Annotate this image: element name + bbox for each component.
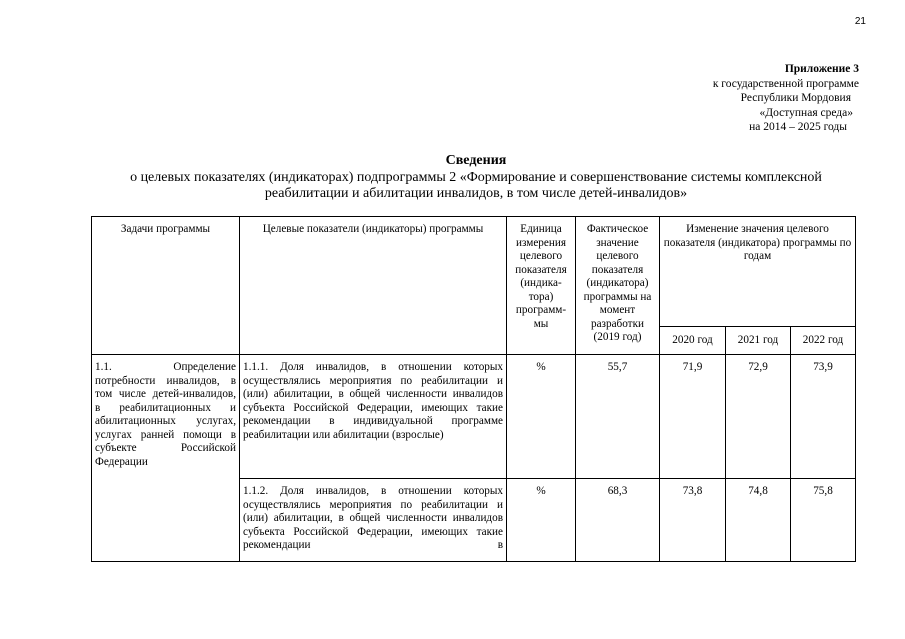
heading-line: о целевых показателях (индикаторах) подпрограммы 2 «Формирование и совершенствование системы комплексной bbox=[130, 169, 822, 185]
heading-title: Сведения bbox=[445, 153, 507, 168]
header-unit: Единица измерения целевого показателя (индика-тора) программ-мы bbox=[507, 217, 576, 355]
value-cell: 75,8 bbox=[791, 479, 856, 562]
value-cell: 72,9 bbox=[726, 355, 791, 479]
header-tasks: Задачи программы bbox=[92, 217, 240, 355]
appendix-block bbox=[713, 62, 859, 135]
header-actual: Фактическое значение целевого показателя (индикатора) программы на момент разработки (2019 год) bbox=[576, 217, 660, 355]
actual-cell: 55,7 bbox=[576, 355, 660, 479]
indicators-table bbox=[91, 216, 856, 562]
header-year: 2022 год bbox=[791, 327, 856, 355]
unit-cell: % bbox=[507, 479, 576, 562]
appendix-line: к государственной программе bbox=[712, 77, 859, 90]
header-indicators: Целевые показатели (индикаторы) программы bbox=[240, 217, 507, 355]
page-number: 21 bbox=[854, 16, 866, 27]
table-row bbox=[92, 355, 856, 479]
table-header-row bbox=[92, 217, 856, 327]
appendix-line: «Доступная среда» bbox=[759, 106, 853, 119]
header-year: 2020 год bbox=[660, 327, 726, 355]
header-change: Изменение значения целевого показателя (индикатора) программы по годам bbox=[660, 217, 856, 327]
value-cell: 73,9 bbox=[791, 355, 856, 479]
appendix-line: Республики Мордовия bbox=[740, 92, 851, 105]
value-cell: 71,9 bbox=[660, 355, 726, 479]
appendix-title: Приложение 3 bbox=[784, 63, 859, 75]
document-heading bbox=[60, 153, 892, 203]
unit-cell: % bbox=[507, 355, 576, 479]
actual-cell: 68,3 bbox=[576, 479, 660, 562]
indicator-cell bbox=[240, 355, 507, 479]
value-cell: 74,8 bbox=[726, 479, 791, 562]
appendix-line: на 2014 – 2025 годы bbox=[749, 121, 847, 134]
heading-line: реабилитации и абилитации инвалидов, в том числе детей-инвалидов» bbox=[264, 186, 688, 201]
indicator-cell: 1.1.2. Доля инвалидов, в отношении которых осуществлялись мероприятия по реабилитации и (или) абилитации, в общей численности инвалидов субъекта Российской Федерации, имеющих такие рекомендации в bbox=[240, 479, 507, 562]
indicator-text: 1.1.1. Доля инвалидов, в отношении которых осуществлялись мероприятия по реабилитации и (или) абилитации, в общей численности инвалидов субъекта Российской Федерации, имеющих такие рекомендации в индивидуальной программе реабилитации или абилитации (взрослые) bbox=[243, 361, 503, 441]
header-year: 2021 год bbox=[726, 327, 791, 355]
task-cell: 1.1. Определение потребности инвалидов, в том числе детей-инвалидов, в реабилитационных и абилитационных услугах, услугах ранней помощи в субъекте Российской Федерации bbox=[92, 355, 240, 562]
value-cell: 73,8 bbox=[660, 479, 726, 562]
